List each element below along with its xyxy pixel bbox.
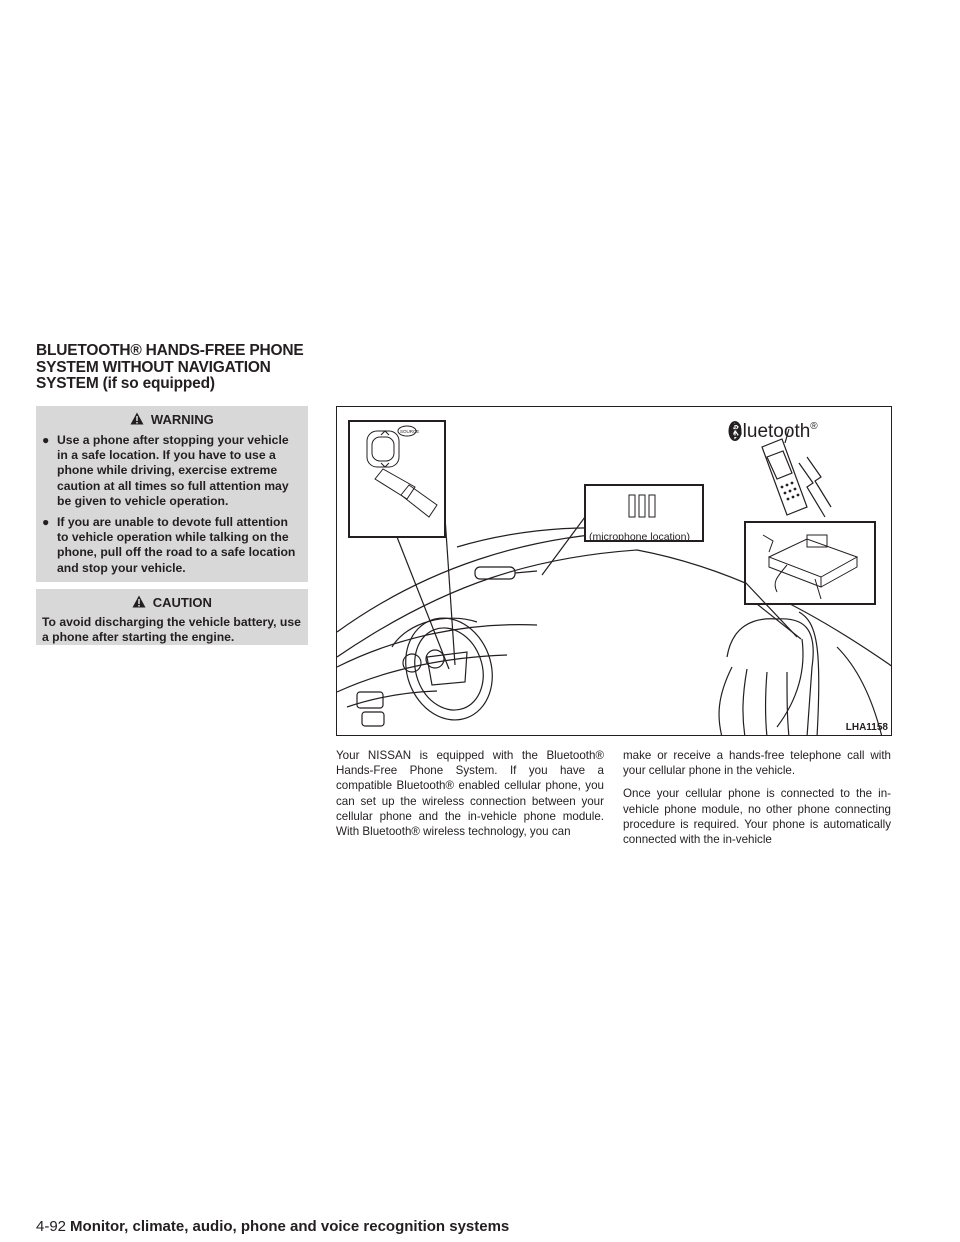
- warning-item: [36, 515, 308, 576]
- figure-code: LHA1158: [845, 722, 888, 733]
- caution-heading-row: [36, 589, 308, 610]
- warning-triangle-icon: [130, 412, 144, 425]
- page-footer: [36, 1218, 509, 1235]
- caution-text: To avoid discharging the vehicle battery, use a phone after starting the engine.: [42, 615, 301, 645]
- caution-box: [36, 589, 308, 645]
- section-title: [36, 343, 336, 393]
- source-button-label: SOURCE: [400, 429, 420, 434]
- bullet-icon: ●: [42, 515, 50, 530]
- section-title-line-1: BLUETOOTH® HANDS-FREE PHONE: [36, 342, 304, 359]
- body-paragraph: make or receive a hands-free telephone call with your cellular phone in the vehicle.: [623, 749, 891, 778]
- page-number: 4-92: [36, 1218, 67, 1235]
- caution-triangle-icon: [132, 595, 146, 608]
- body-column-left: [336, 748, 604, 847]
- bluetooth-logo: [730, 421, 818, 443]
- section-title-line-3: SYSTEM (if so equipped): [36, 375, 215, 392]
- warning-heading-row: [36, 406, 308, 427]
- warning-item-text: If you are unable to devote full attention to vehicle operation while talking on the phone, pull off the road to a safe location and stop your vehicle.: [57, 515, 296, 575]
- bluetooth-system-illustration: [336, 406, 892, 736]
- warning-item-text: Use a phone after stopping your vehicle in a safe location. If you have to use a phone while driving, exercise extreme caution at all times so full attention may be given to vehicle operation.: [57, 433, 289, 508]
- registered-mark: ®: [810, 421, 818, 432]
- body-column-right: [623, 748, 891, 855]
- section-title-line-2: SYSTEM WITHOUT NAVIGATION: [36, 358, 271, 376]
- chapter-title: Monitor, climate, audio, phone and voice recognition systems: [70, 1218, 510, 1235]
- bluetooth-logo-text: Bluetooth: [730, 421, 811, 442]
- warning-item: [36, 433, 308, 509]
- warning-heading: WARNING: [150, 412, 214, 427]
- body-paragraph: Your NISSAN is equipped with the Bluetooth® Hands-Free Phone System. If you have a compatible Bluetooth® enabled cellular phone, you can set up the wireless connection between your cellular phone and the in-vehicle phone module. With Bluetooth® wireless technology, you can: [336, 749, 604, 839]
- vehicle-interior-drawing: [337, 407, 892, 736]
- microphone-location-label: (microphone location): [589, 531, 690, 543]
- bullet-icon: ●: [42, 433, 50, 447]
- warning-box: [36, 406, 308, 582]
- caution-heading: CAUTION: [152, 595, 212, 610]
- body-paragraph: Once your cellular phone is connected to the in-vehicle phone module, no other phone connecting procedure is required. Your phone is automatically connected with the in-vehicle: [623, 787, 891, 847]
